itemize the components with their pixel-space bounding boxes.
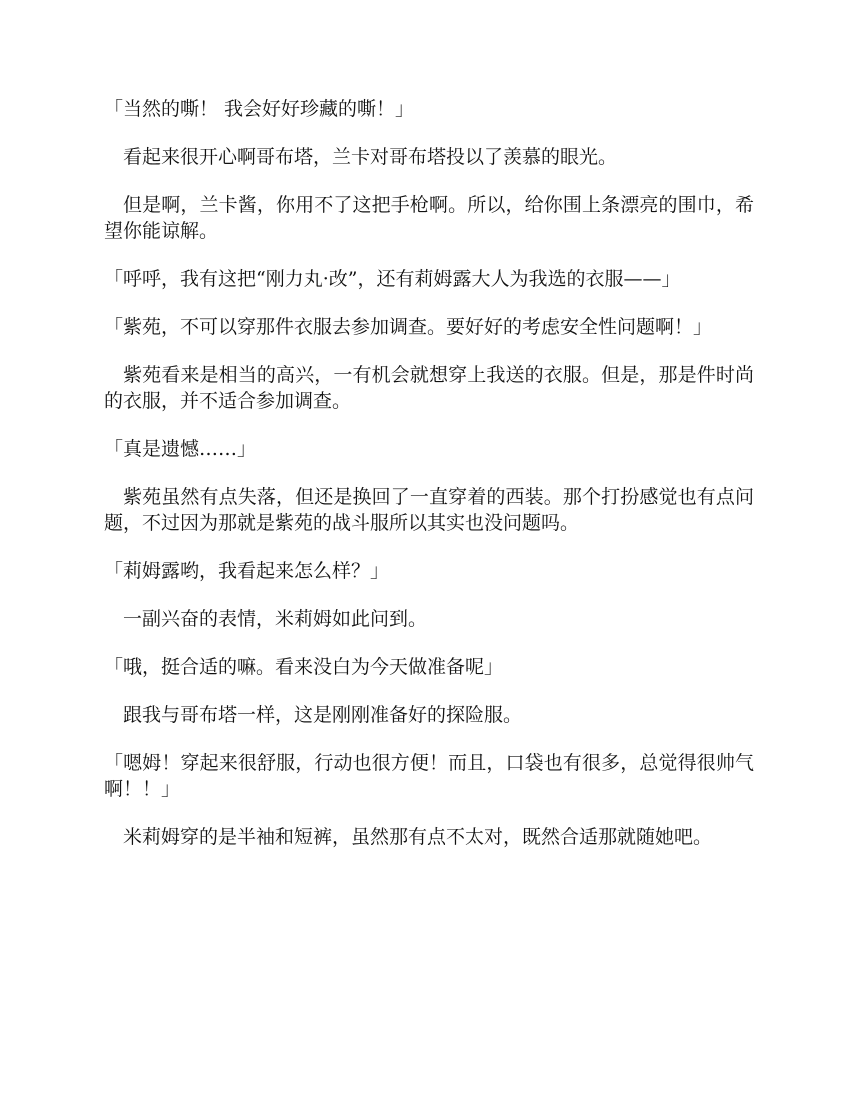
paragraph-4: 「呼呼，我有这把“刚力丸·改”，还有莉姆露大人为我选的衣服——」	[104, 268, 681, 290]
text-body	[104, 96, 754, 872]
paragraph-2: 看起来很开心啊哥布塔，兰卡对哥布塔投以了羡慕的眼光。	[123, 146, 618, 168]
paragraph-5: 「紫苑，不可以穿那件衣服去参加调查。要好好的考虑安全性问题啊！」	[104, 316, 713, 338]
paragraph-7: 「真是遗憾……」	[104, 438, 257, 460]
paragraph-12: 跟我与哥布塔一样，这是刚刚准备好的探险服。	[123, 704, 523, 726]
paragraph-3: 但是啊，兰卡酱，你用不了这把手枪啊。所以，给你围上条漂亮的围巾，希望你能谅解。	[104, 194, 754, 242]
paragraph-14: 米莉姆穿的是半袖和短裤，虽然那有点不太对，既然合适那就随她吧。	[123, 826, 713, 848]
paragraph-13: 「嗯姆！穿起来很舒服，行动也很方便！而且，口袋也有很多，总觉得很帅气啊！！」	[104, 752, 754, 800]
paragraph-1: 「当然的嘶！ 我会好好珍藏的嘶！」	[104, 98, 415, 120]
paragraph-8: 紫苑虽然有点失落，但还是换回了一直穿着的西装。那个打扮感觉也有点问题，不过因为那就是紫苑的战斗服所以其实也没问题吗。	[104, 486, 754, 534]
paragraph-6: 紫苑看来是相当的高兴，一有机会就想穿上我送的衣服。但是，那是件时尚的衣服，并不适合参加调查。	[104, 364, 754, 412]
paragraph-10: 一副兴奋的表情，米莉姆如此问到。	[123, 608, 428, 630]
paragraph-11: 「哦，挺合适的嘛。看来没白为今天做准备呢」	[104, 656, 504, 678]
paragraph-9: 「莉姆露哟，我看起来怎么样？」	[104, 560, 390, 582]
